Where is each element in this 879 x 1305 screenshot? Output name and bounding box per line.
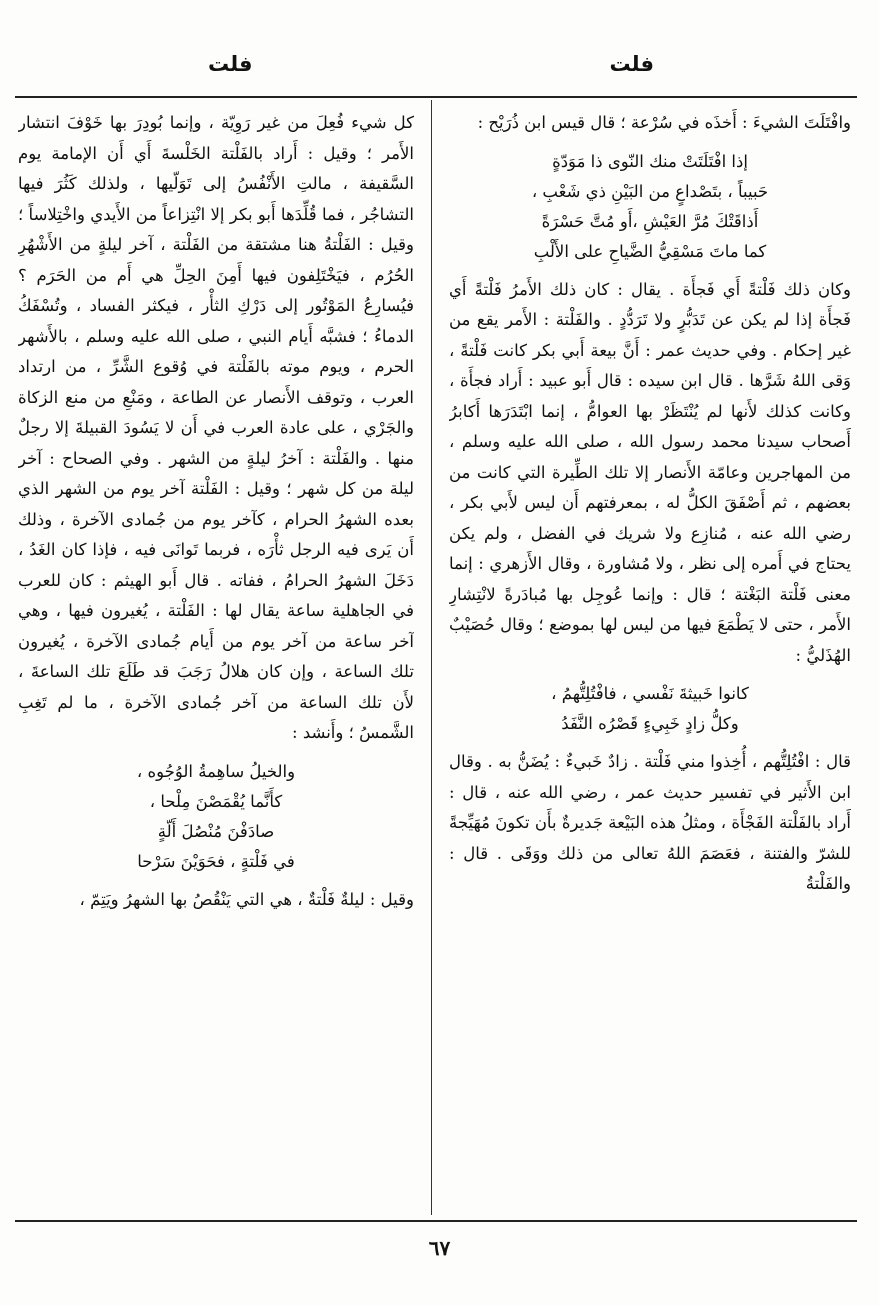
paragraph: قال : افْتُلِتُّهم ، أُخِذوا مني فَلْتة . زادٌ خَبيءٌ : يُضَنُّ به . وقال ابن الأَثير في تفسير حديث عمر ، رضي الله عنه ، قال : أَراد بالفَلْتة الفَجْأَة ، ومثلُ هذه البَيْعة جَديرةٌ بأَن تكونَ مُهَيِّجةً للشرّ والفتنة ، فعَصَمَ اللهُ تعالى من ذلك ووَقَى . قال : والفَلْتةُ xyxy=(449,752,851,893)
verse-block xyxy=(449,147,851,267)
column-divider xyxy=(431,100,432,1215)
verse-line: والخيلُ ساهِمةُ الوُجُوه ، xyxy=(136,761,296,781)
paragraph: وكان ذلك فَلْتةً أَي فَجأَة . يقال : كان ذلك الأَمرُ فَلْتةً أَي فَجأَة إذا لم يكن عن تَدَبُّرٍ ولا تَرَدُّدٍ . والفَلْتة : الأَمر يقع من غير إحكام . وفي حديث عمر : أَنَّ بيعة أَبي بكر كانت فَلْتةً ، وَقى اللهُ شَرَّها . قال ابن سيده : قال أَبو عبيد : أَراد فجأَة ، وكانت كذلك لأَنها لم يُنْتَظَرْ بها العوامُّ ، إنما ابْتَدَرَها أَكابرُ أَصحاب سيدنا محمد رسول الله ، صلى الله عليه وسلم ، من المهاجرين وعامّة الأَنصار إلا تلك الطِّيرة التي كانت من بعضهم ، ثم أَصْفَقَ الكلُّ له ، بمعرفتهم أَن ليس لأَبي بكر ، رضي الله عنه ، مُنازِع ولا شريك في الفضل ، ولم يكن يحتاج في أَمره إلى نظر ، ولا مُشاورة ، وقال الأَزهري : إنما معنى فَلْتة البَغْتة ؛ قال : وإنما عُوجِل بها مُبادَرةً لانْتِشارِ الأَمر ، حتى لا يَطْمَعَ فيها من ليس لها بموضع ؛ وقال حُصَيْبٌ الهُذَليُّ : xyxy=(449,279,851,665)
running-head-left: فلت xyxy=(208,52,253,76)
verse-line: حَبيباً ، بتَصْداعٍ من البَيْنِ ذي شَعْبِ ، xyxy=(531,181,769,201)
paragraph: وقيل : ليلةٌ فَلْتةٌ ، هي التي يَنْقُصُ بها الشهرُ ويَتِمّ ، xyxy=(79,889,414,909)
verse-line: صادَفْنَ مُنْصُلَ أَلّةٍ xyxy=(157,821,275,841)
verse-block xyxy=(18,757,414,877)
verse-line: كأَنَّما يُقْمَصْنَ مِلْحا ، xyxy=(149,791,283,811)
paragraph: وافْتَلَتَ الشيءَ : أَخذَه في سُرْعة ؛ قال قيس ابن ذُرَيْح : xyxy=(477,113,851,132)
verse-line: كما ماتَ مَسْقِيُّ الضَّياحِ على الأَلْبِ xyxy=(533,241,767,261)
verse-line: في فَلْتةٍ ، فحَوَيْنَ سَرْحا xyxy=(137,851,295,871)
verse-line: كانوا خَبيثةَ نَفْسي ، فافْتُلِتُّهمُ ، xyxy=(551,684,749,703)
paragraph: كل شيء فُعِلَ من غير رَوِيّة ، وإنما بُودِرَ بها خَوْفَ انتشار الأَمر ؛ وقيل : أَراد بالفَلْتة الخَلْسةَ أَي أَن الإمامة يوم السَّقيفة ، مالتِ الأَنْفُسُ إلى تَوَلّيها ، ولذلك كَثُرَ فيها التشاجُر ، فما قُلِّدَها أَبو بكر إلا انْتِزاعاً من الأَيدي واخْتِلاساً ؛ وقيل : الفَلْتةُ هنا مشتقة من الفَلْتة ، آخر ليلةٍ من الأَشْهُرِ الحُرُم ، فيَخْتَلِفون فيها أَمِنَ الحِلِّ هي أَم من الحَرَم ؟ فيُسارِعُ المَوْتُور إلى دَرْكِ الثأْر ، فيكثر الفساد ، وتُسْفَكُ الدماءُ ؛ فشبَّه أَيام النبي ، صلى الله عليه وسلم ، بالأَشهر الحرم ، ويوم موته بالفَلْتة في وُقوع الشَّرِّ ، من ارتداد العرب ، وتوقف الأَنصار عن الطاعة ، ومَنْعِ من منع الزكاة والجَرْي ، على عادة العرب في أَن لا يَسُودَ القبيلةَ إلا رجلٌ منها . والفَلْتة : آخرُ ليلةٍ من الشهر . وفي الصحاح : آخر ليلة من كل شهر ؛ وقيل : الفَلْتة آخر يوم من الشهر الذي بعده الشهرُ الحرام ، كآخر يوم من جُمادى الآخرة ، وذلك أَن يَرى فيه الرجل ثأْرَه ، فربما تَوانَى فيه ، فإذا كان الغَدُ ، دَخَلَ الشهرُ الحرامُ ، ففاته . قال أَبو الهيثم : كان للعرب في الجاهلية ساعة يقال لها : الفَلْتة ، يُغيرون فيها ، وهي آخر ساعة من آخر يوم من أَيام جُمادى الآخرة ، يُغيرون تلك الساعة ، وإن كان هلالُ رَجَبَ قد طَلَعَ تلك الساعةَ ، لأَن تلك الساعة من آخر جُمادى الآخرة ، ما لم تَغِبِ الشَّمسُ ؛ وأَنشد : xyxy=(18,113,414,742)
running-head-right: فلت xyxy=(609,52,654,76)
verse-line: أَذاقَتْكَ مُرَّ العَيْشِ ،أَو مُتَّ حَسْرَةً xyxy=(541,211,759,231)
verse-block xyxy=(449,679,851,739)
verse-line: وكلُّ زادٍ خَبِيءٍ قَصْرُه النَّفَدُ xyxy=(561,714,739,733)
top-rule xyxy=(15,96,857,98)
page-number: ٦٧ xyxy=(428,1236,451,1260)
left-column xyxy=(18,108,414,1213)
bottom-rule xyxy=(15,1220,857,1222)
verse-line: إذا افْتَلَتَتْ منك النّوى ذا مَوَدّةٍ xyxy=(552,151,748,171)
right-column xyxy=(449,108,851,1213)
